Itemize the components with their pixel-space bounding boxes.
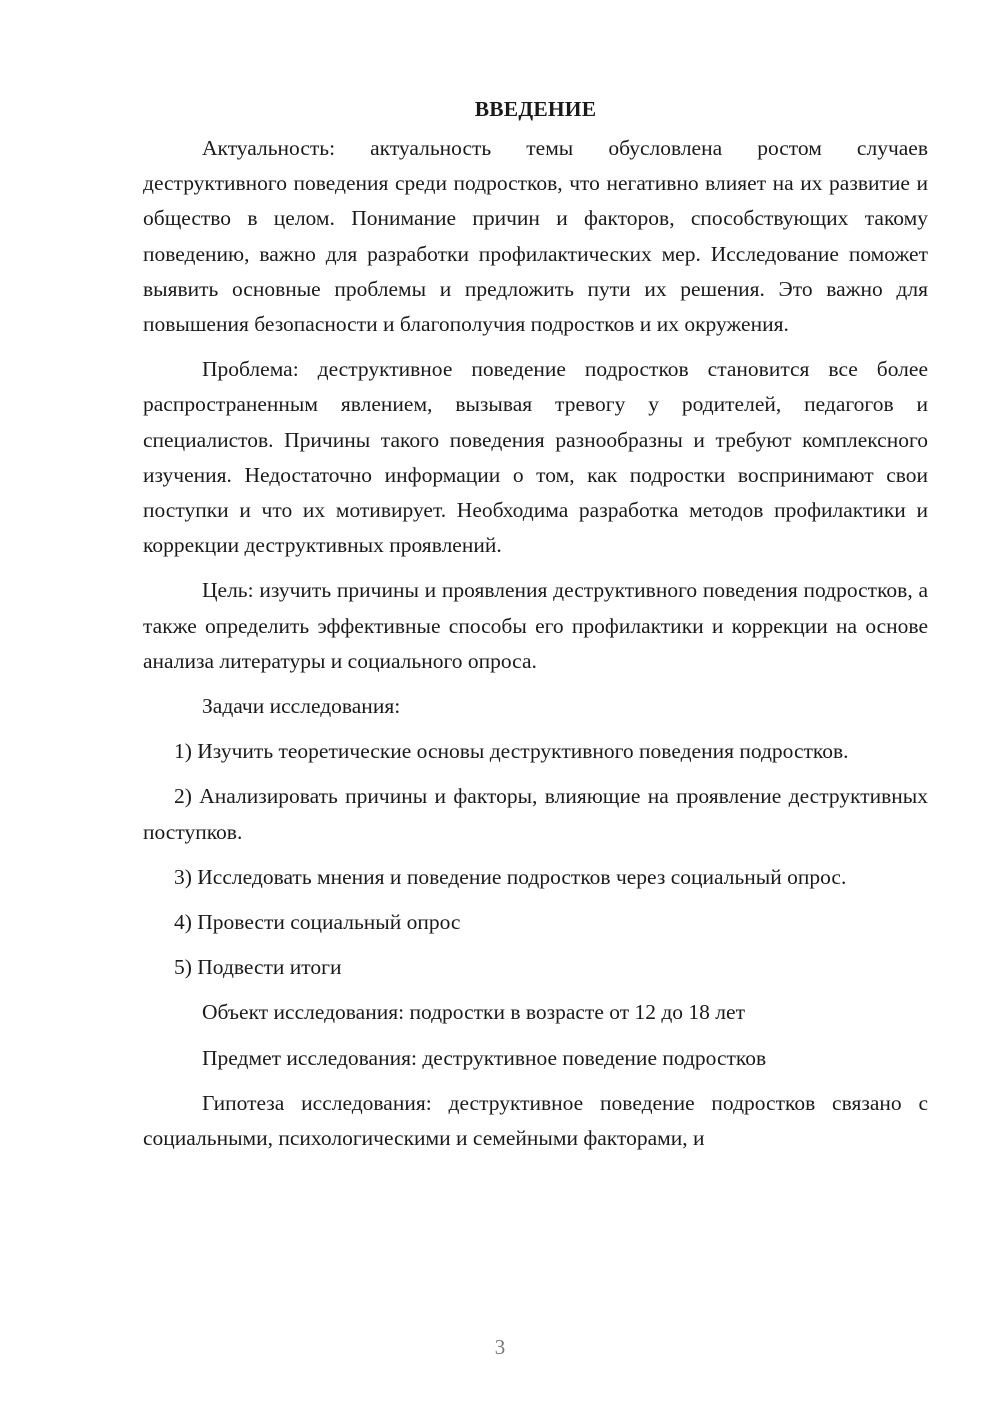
task-item-1: 1) Изучить теоретические основы деструктивного поведения подростков. xyxy=(174,739,849,764)
paragraph-subject: Предмет исследования: деструктивное поведение подростков xyxy=(202,1045,767,1070)
document-page xyxy=(143,92,928,1166)
task-item-5: 5) Подвести итоги xyxy=(174,955,342,980)
paragraph-hypothesis: Гипотеза исследования: деструктивное поведение подростков связано с социальными, психологическими и семейными факторами, и xyxy=(143,1090,928,1151)
task-item-3: 3) Исследовать мнения и поведение подростков через социальный опрос. xyxy=(174,864,847,889)
paragraph-relevance: Актуальность: актуальность темы обусловлена ростом случаев деструктивного поведения среди подростков, что негативно влияет на их развитие и общество в целом. Понимание причин и факторов, способствующих такому поведению, важно для разработки профилактических мер. Исследование поможет выявить основные проблемы и предложить пути их решения. Это важно для повышения безопасности и благополучия подростков и их окружения. xyxy=(143,136,928,337)
paragraph-problem: Проблема: деструктивное поведение подростков становится все более распространенным явлением, вызывая тревогу у родителей, педагогов и специалистов. Причины такого поведения разнообразны и требуют комплексного изучения. Недостаточно информации о том, как подростки воспринимают свои поступки и что их мотивирует. Необходима разработка методов профилактики и коррекции деструктивных проявлений. xyxy=(143,357,928,558)
task-item-2: 2) Анализировать причины и факторы, влияющие на проявление деструктивных поступков. xyxy=(143,784,928,844)
section-heading: ВВЕДЕНИЕ xyxy=(474,97,597,121)
paragraph-goal: Цель: изучить причины и проявления деструктивного поведения подростков, а также определить эффективные способы его профилактики и коррекции на основе анализа литературы и социального опроса. xyxy=(143,578,928,673)
page-number: 3 xyxy=(494,1335,506,1359)
paragraph-tasks-title: Задачи исследования: xyxy=(202,694,401,719)
task-item-4: 4) Провести социальный опрос xyxy=(174,910,461,935)
paragraph-object: Объект исследования: подростки в возрасте от 12 до 18 лет xyxy=(202,1000,745,1025)
